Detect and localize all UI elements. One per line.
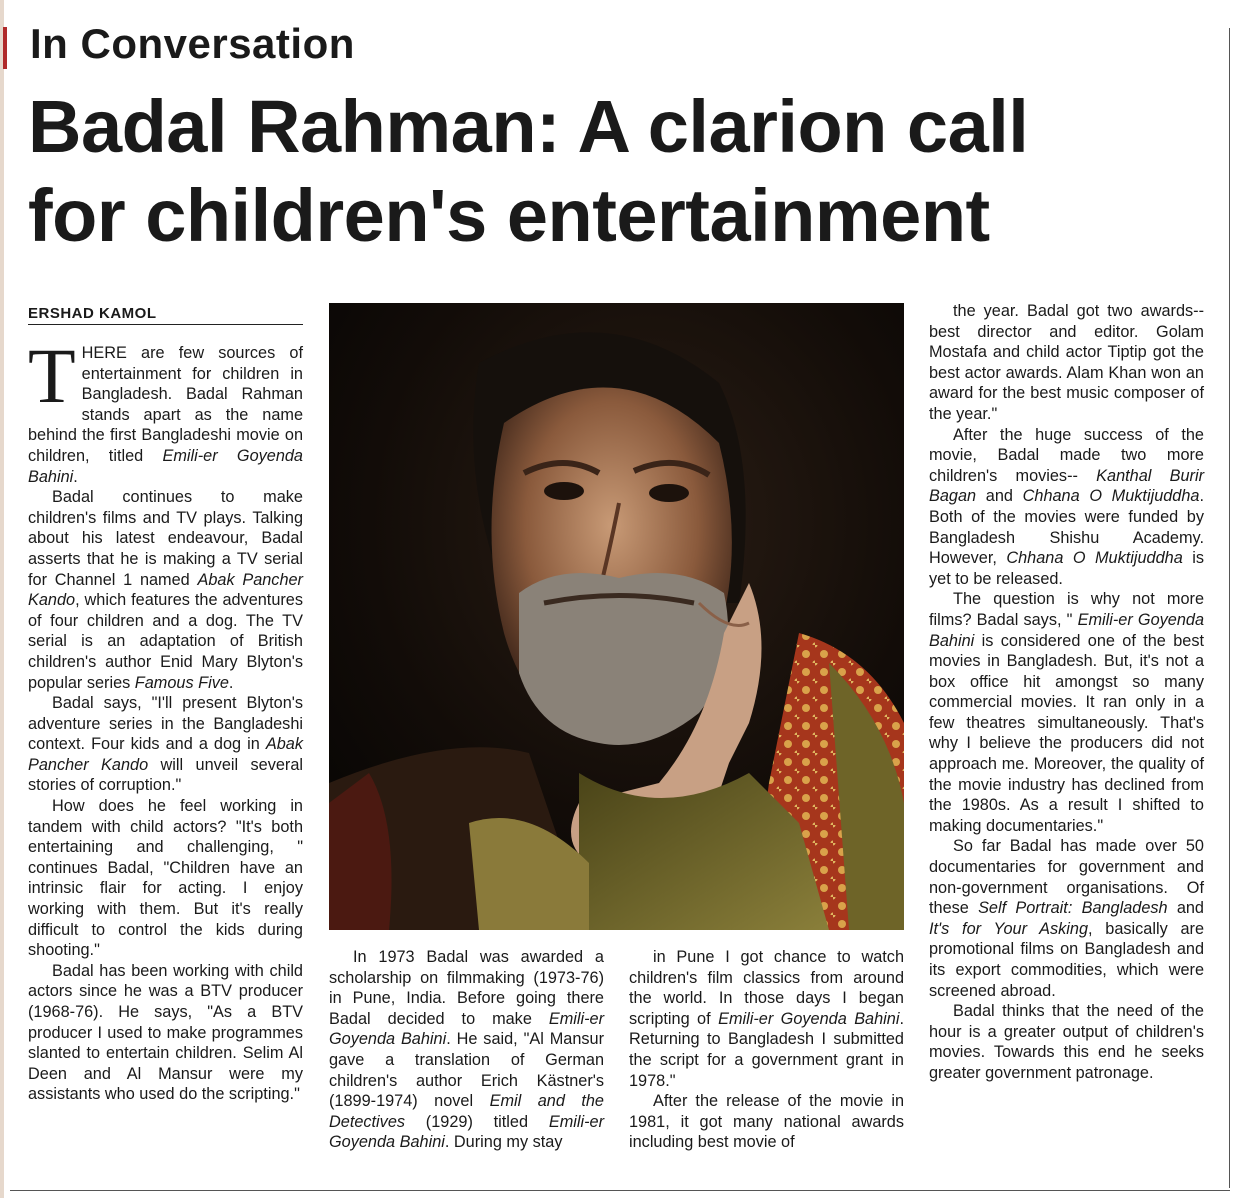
paragraph: in Pune I got chance to watch children's film classics from around the world. In those days I began scripting of Emili-er Goyenda Bahini. Returning to Bangladesh I submitted the script for a government grant in 1978."	[629, 948, 904, 1090]
paragraph: In 1973 Badal was awarded a scholarship on filmmaking (1973-76) in Pune, India. Before going there Badal decided to make Emili-er Goyenda Bahini. He said, "Al Mansur gave a translation of German children's author Erich Kästner's (1899-1974) novel Emil and the Detectives (1929) titled Emili-er Goyenda Bahini. During my stay	[329, 948, 604, 1152]
portrait-image	[329, 303, 904, 930]
paragraph: Badal thinks that the need of the hour is a greater output of children's movies. Towards this end he seeks greater government patronage.	[929, 1002, 1204, 1082]
article-column-2	[329, 947, 604, 1153]
paragraph: THERE are few sources of entertainment for children in Bangladesh. Badal Rahman stands apart as the name behind the first Bangladeshi movie on children, titled Emili-er Goyenda Bahini.	[28, 332, 303, 486]
byline: ERSHAD KAMOL	[28, 305, 303, 325]
headline	[28, 82, 1028, 260]
title-italic: Abak Pancher Kando	[28, 570, 303, 610]
paragraph: Badal has been working with child actors since he was a BTV producer (1968-76). He says, "As a BTV producer I used to make programmes slanted to entertain children. Selim Al Deen and Al Mansur were my assistants who used do the scripting."	[28, 961, 303, 1104]
title-italic: Famous Five	[134, 673, 229, 692]
title-italic: Chhana O Muktijuddha	[1022, 487, 1200, 506]
title-italic: Abak Pancher Kando	[28, 735, 303, 774]
title-italic: Emili-er Goyenda Bahini	[329, 1112, 604, 1152]
page-rule-bottom	[10, 1190, 1230, 1191]
paragraph: After the release of the movie in 1981, it got many national awards including best movie of	[629, 1092, 904, 1152]
title-italic: Chhana O Muktijuddha	[1006, 549, 1183, 568]
title-italic: Emili-er Goyenda Bahini	[929, 610, 1205, 650]
paragraph: Badal continues to make children's films and TV plays. Talking about his latest endeavour, Badal asserts that he is making a TV serial for Channel 1 named Abak Pancher Kando, which features the adventures of four children and a dog. The TV serial is an adaptation of British children's author Enid Mary Blyton's popular series Famous Five.	[28, 488, 303, 692]
paragraph: The question is why not more films? Badal says, " Emili-er Goyenda Bahini is considered one of the best movies in Bangladesh. But, it's not a box office hit amongst so many commercial movies. It ran only in a few theatres simultaneously. That's why I believe the producers did not approach me. Moreover, the quality of the movie industry has declined from the 1980s. As a result I shifted to making documentaries."	[929, 590, 1205, 835]
paragraph: the year. Badal got two awards--best director and editor. Golam Mostafa and child actor Tiptip got the best actor awards. Alam Khan won an award for the best music composer of the year."	[929, 302, 1204, 423]
paragraph: So far Badal has made over 50 documentaries for government and non-government organisations. Of these Self Portrait: Bangladesh and It's for Your Asking, basically are promotional films on Bangladesh and its export commodities, which were screened abroad.	[929, 837, 1205, 1000]
title-italic: Self Portrait: Bangladesh	[978, 899, 1168, 918]
paragraph: How does he feel working in tandem with child actors? "It's both entertaining and challenging, " continues Badal, "Children have an intrinsic flair for acting. I enjoy working with them. But it's really difficult to control the kids during shooting."	[28, 797, 303, 960]
article-column-4	[929, 301, 1204, 1084]
paragraph: After the huge success of the movie, Badal made two more children's movies-- Kanthal Burir Bagan and Chhana O Muktijuddha. Both of the movies were funded by Bangladesh Shishu Academy. However, Chhana O Muktijuddha is yet to be released.	[929, 425, 1204, 588]
title-italic: Emili-er Goyenda Bahini	[718, 1009, 900, 1028]
title-italic: Kanthal Burir Bagan	[929, 466, 1204, 506]
paragraph: Badal says, "I'll present Blyton's adventure series in the Bangladeshi context. Four kids and a dog in Abak Pancher Kando will unveil several stories of corruption."	[28, 694, 303, 795]
title-italic: It's for Your Asking	[929, 919, 1089, 938]
column-rule-right	[1229, 28, 1230, 1188]
page-edge	[0, 0, 4, 1198]
title-italic: Emili-er Goyenda Bahini	[28, 446, 303, 486]
section-marker	[3, 27, 7, 69]
headline-line-2: for children's entertainment	[28, 174, 990, 257]
drop-cap: T	[28, 332, 76, 419]
title-italic: Emili-er Goyenda Bahini	[329, 1009, 604, 1049]
article-column-3	[629, 947, 904, 1153]
article-column-1	[28, 332, 303, 1105]
title-italic: Emil and the Detectives	[329, 1092, 604, 1131]
section-title: In Conversation	[30, 20, 355, 67]
portrait-photo	[329, 303, 904, 930]
headline-line-1: Badal Rahman: A clarion call	[28, 85, 1029, 168]
